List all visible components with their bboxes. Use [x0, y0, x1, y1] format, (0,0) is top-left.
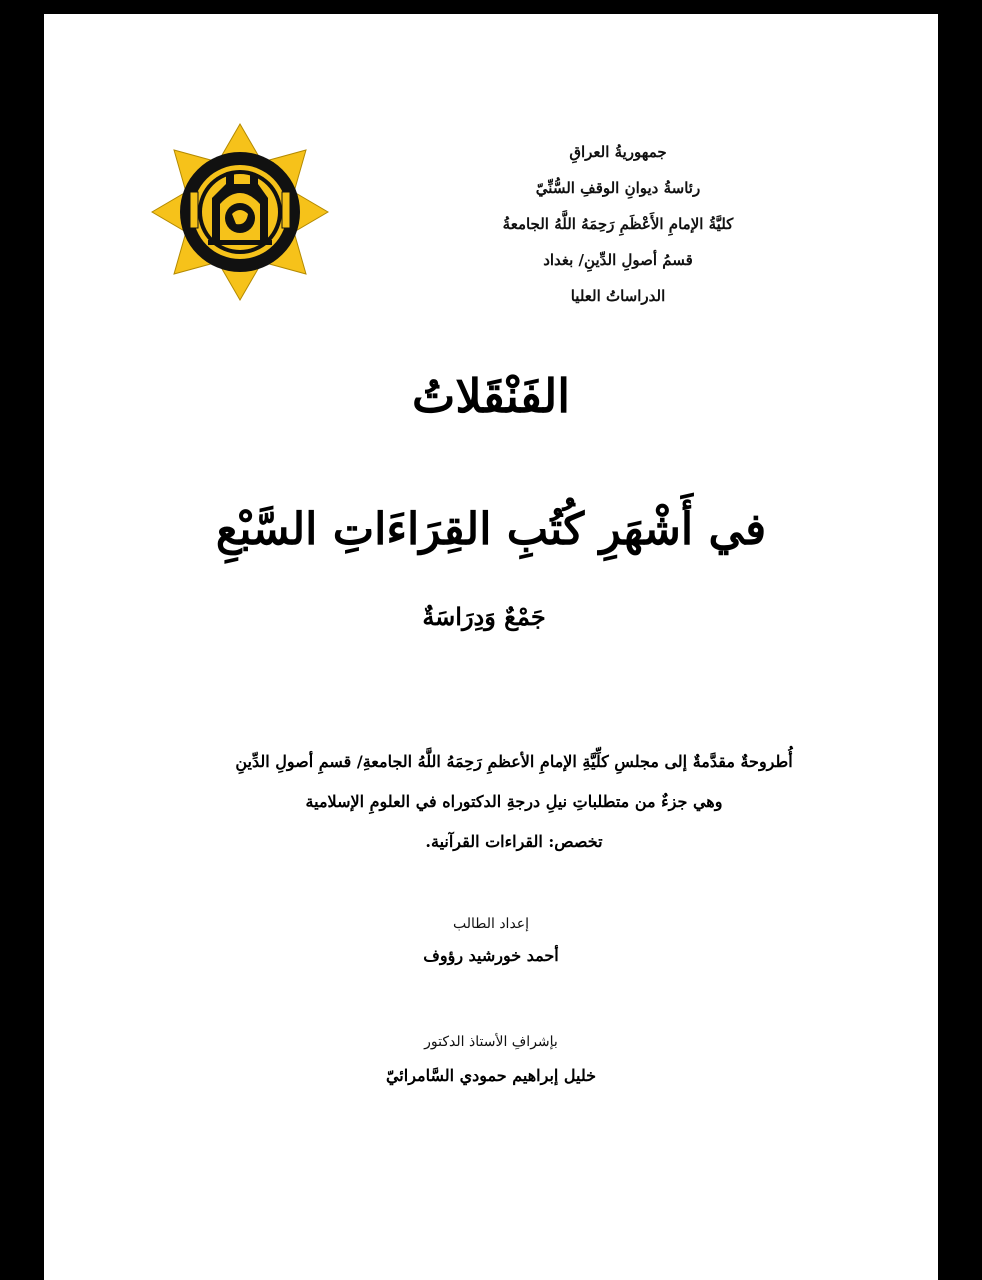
thesis-subtitle: في أَشْهَرِ كُتُبِ القِرَاءَاتِ السَّبْعِ [215, 504, 767, 555]
author-block [44, 916, 938, 965]
thesis-title: الفَنْقَلاتُ [412, 369, 570, 423]
thesis-line-1: أُطروحةٌ مقدَّمةٌ إلى مجلسِ كلِّيَّةِ الإمامِ الأعظمِ رَحِمَهُ اللَّهُ الجامعةِ/ قسمِ أصولِ الدِّينِ [235, 752, 793, 771]
thesis-line-2: وهي جزءٌ من متطلباتِ نيلِ درجةِ الدكتوراه في العلومِ الإسلامية [305, 792, 723, 811]
header-endowment-office: رئاسةُ ديوانِ الوقفِ السُّنِّيّ [535, 179, 701, 197]
thesis-statement [154, 742, 874, 862]
supervisor-block [44, 1034, 938, 1085]
document-page [44, 14, 938, 1280]
header-postgraduate: الدراساتُ العليا [570, 287, 666, 305]
author-label: إعداد الطالب [452, 916, 530, 932]
header-country: جمهوريةُ العراقِ [569, 143, 667, 161]
author-name: أحمد خورشيد رؤوف [423, 946, 559, 965]
institution-header [468, 134, 768, 314]
thesis-line-3: تخصص: القراءات القرآنية. [425, 832, 603, 851]
college-seal-icon [150, 122, 330, 302]
thesis-subtitle-2: جَمْعٌ وَدِرَاسَةٌ [422, 602, 546, 631]
supervisor-label: بإشرافِ الأستاذ الدكتور [424, 1034, 558, 1050]
header-college: كليَّةُ الإمامِ الأَعْظَمِ رَحِمَهُ اللَّهُ الجامعةُ [502, 215, 734, 233]
supervisor-name: خليل إبراهيم حمودي السَّامرائيّ [385, 1066, 597, 1085]
header-department: قسمُ أصولِ الدِّينِ/ بغداد [543, 251, 693, 269]
